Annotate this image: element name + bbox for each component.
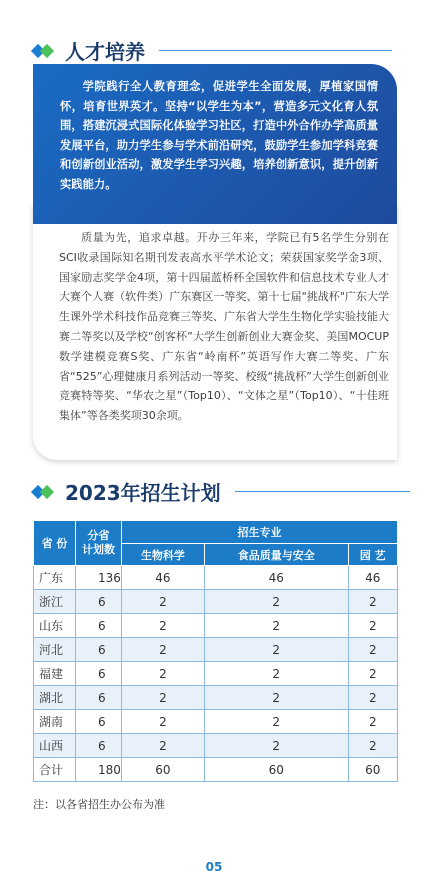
quota-cell: 6: [76, 710, 122, 734]
table-row-total: [34, 758, 398, 782]
achievements-text: 质量为先，追求卓越。开办三年来，学院已有5名学生分别在SCI收录国际知名期刊发表高水平学术论文；荣获国家奖学金3项、国家励志奖学金4项，第十四届蓝桥杯全国软件和信息技术专业人才大赛个人赛（软件类）广东赛区一等奖、第十七届"挑战杯"广东大学生课外学术科技作品竞赛三等奖、广东省大学生生物化学实验技能大赛二等奖以及学校“创客杯”大学生创新创业大赛金奖、美国MOCUP数学建模竞赛S奖、广东省“岭南杯”英语写作大赛二等奖、广东省“525”心理健康月系列活动一等奖、校级“挑战杯”大学生创新创业竞赛特等奖、“华农之星”（Top10）、“文体之星”（Top10）、“十佳班集体”等各类奖项30余项。: [59, 231, 389, 423]
achievements-panel: [33, 204, 397, 460]
value-cell: 2: [348, 590, 397, 614]
value-cell: 60: [348, 758, 397, 782]
divider-line: [235, 491, 410, 492]
value-cell: 2: [348, 710, 397, 734]
province-cell: 湖南: [34, 710, 76, 734]
table-row: [34, 590, 398, 614]
intro-text: 学院践行全人教育理念，促进学生全面发展，厚植家国情怀，培育世界英才。坚持“以学生为本”，营造多元文化育人氛围，搭建沉浸式国际化体验学习社区，打造中外合作办学高质量发展平台，助力学生参与学术前沿研究，鼓励学生参加学科竞赛和创新创业活动，激发学生学习兴趣，培养创新意识，提升创新实践能力。: [60, 80, 378, 191]
value-cell: 2: [348, 662, 397, 686]
value-cell: 60: [122, 758, 205, 782]
value-cell: 2: [204, 734, 348, 758]
header-major-group: 招生专业: [122, 521, 398, 544]
value-cell: 46: [204, 566, 348, 590]
diamond-bullet-icon: [33, 44, 57, 58]
quota-cell: 6: [76, 638, 122, 662]
header-major: 食品质量与安全: [204, 544, 348, 566]
section-title: 人才培养: [65, 40, 145, 64]
section-header-admission: [33, 477, 410, 506]
value-cell: 2: [204, 614, 348, 638]
value-cell: 2: [348, 686, 397, 710]
province-cell: 广东: [34, 566, 76, 590]
province-cell: 山东: [34, 614, 76, 638]
value-cell: 46: [122, 566, 205, 590]
intro-panel: [33, 64, 397, 224]
quota-cell: 136: [76, 566, 122, 590]
diamond-bullet-icon: [33, 485, 57, 499]
table-row: [34, 734, 398, 758]
value-cell: 2: [204, 590, 348, 614]
value-cell: 2: [204, 710, 348, 734]
value-cell: 46: [348, 566, 397, 590]
table-note: 注：以各省招生办公布为准: [33, 798, 165, 811]
table-row: [34, 638, 398, 662]
admission-plan-table: [33, 520, 398, 782]
province-cell: 浙江: [34, 590, 76, 614]
value-cell: 2: [348, 638, 397, 662]
header-province: 省 份: [34, 521, 76, 566]
table-row: [34, 614, 398, 638]
value-cell: 2: [204, 686, 348, 710]
value-cell: 60: [204, 758, 348, 782]
header-major: 生物科学: [122, 544, 205, 566]
quota-cell: 180: [76, 758, 122, 782]
value-cell: 2: [122, 734, 205, 758]
quota-cell: 6: [76, 590, 122, 614]
quota-cell: 6: [76, 734, 122, 758]
value-cell: 2: [348, 614, 397, 638]
table-row: [34, 662, 398, 686]
table-row: [34, 710, 398, 734]
header-quota: 分省 计划数: [76, 521, 122, 566]
province-cell: 河北: [34, 638, 76, 662]
section-title: 2023年招生计划: [65, 481, 221, 505]
value-cell: 2: [122, 638, 205, 662]
value-cell: 2: [122, 590, 205, 614]
table-row: [34, 566, 398, 590]
quota-cell: 6: [76, 662, 122, 686]
province-cell: 湖北: [34, 686, 76, 710]
quota-cell: 6: [76, 686, 122, 710]
value-cell: 2: [122, 686, 205, 710]
value-cell: 2: [204, 662, 348, 686]
value-cell: 2: [122, 710, 205, 734]
divider-line: [159, 50, 392, 51]
section-header-talent: [33, 36, 392, 65]
value-cell: 2: [204, 638, 348, 662]
province-cell: 福建: [34, 662, 76, 686]
page-number: 05: [205, 860, 223, 874]
table-row: [34, 686, 398, 710]
value-cell: 2: [122, 662, 205, 686]
province-cell: 山西: [34, 734, 76, 758]
value-cell: 2: [348, 734, 397, 758]
value-cell: 2: [122, 614, 205, 638]
quota-cell: 6: [76, 614, 122, 638]
province-cell: 合计: [34, 758, 76, 782]
header-major: 园 艺: [348, 544, 397, 566]
